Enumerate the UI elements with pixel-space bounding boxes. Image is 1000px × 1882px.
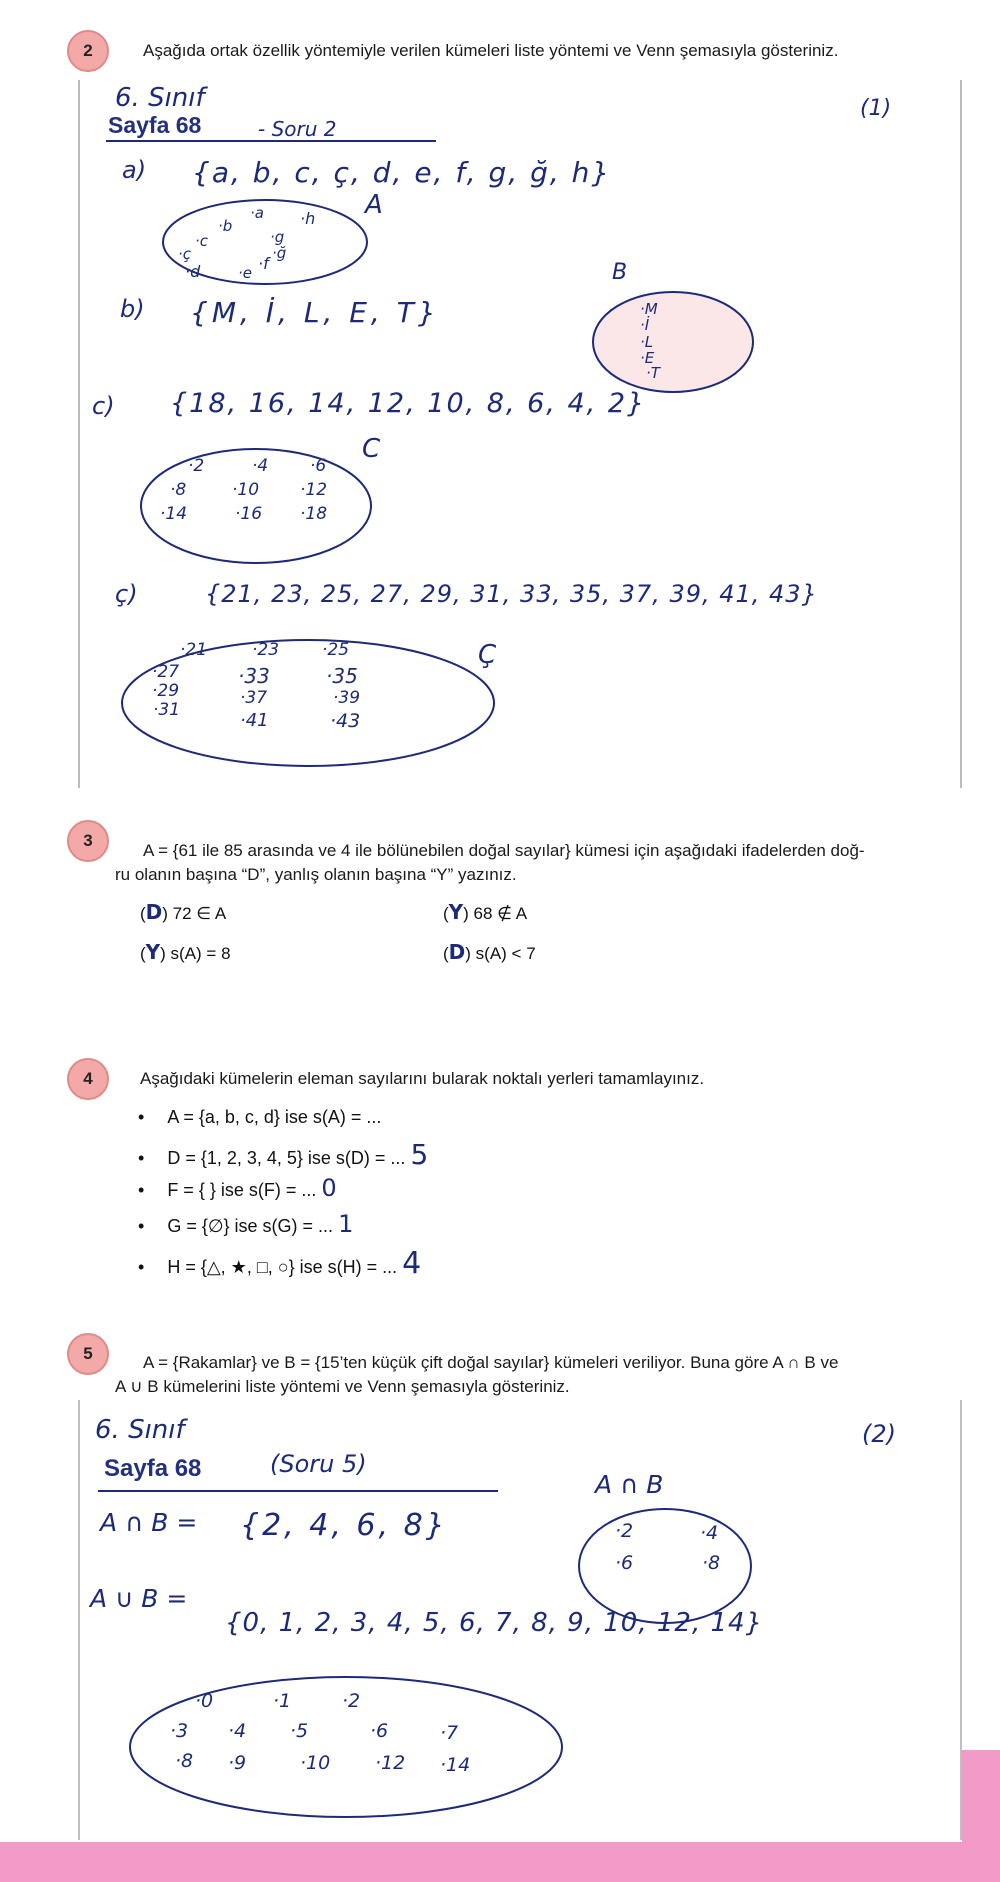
venn-a-elem: ·c — [195, 232, 209, 250]
hw-intersection-label: A ∩ B = — [100, 1508, 198, 1537]
q3-item-1: (D) 72 ∈ A — [140, 900, 227, 924]
venn-g-elem: ·23 — [252, 640, 280, 660]
venn-a-elem: ·a — [250, 204, 264, 222]
venn-union-elem: ·2 — [342, 1690, 361, 1712]
question-3-line-2: ru olanın başına “D”, yanlış olanın başına “Y” yazınız. — [115, 865, 517, 884]
venn-c-elem: ·12 — [300, 480, 328, 500]
question-2-text: Aşağıda ortak özellik yöntemiyle verilen kümeleri liste yöntemi ve Venn şemasıyla gösteriniz. — [143, 41, 839, 60]
q3-statement: s(A) < 7 — [475, 944, 536, 963]
venn-b-elem: ·L — [640, 333, 654, 351]
hw-page-number-2: (2) — [862, 1420, 896, 1448]
venn-a-elem: ·f — [258, 254, 269, 273]
hw-grade-1: 6. Sınıf — [115, 83, 205, 113]
question-5-line-2: A ∪ B kümelerini liste yöntemi ve Venn şemasıyla gösteriniz. — [115, 1377, 570, 1396]
hw-union-set: {0, 1, 2, 3, 4, 5, 6, 7, 8, 9, 10, 12, 14} — [225, 1608, 764, 1638]
hw-union-label: A ∪ B = — [90, 1584, 188, 1613]
hw-grade-2: 6. Sınıf — [95, 1415, 185, 1445]
hw-set-b: {M, İ, L, E, T} — [190, 296, 440, 329]
venn-b-elem: ·T — [646, 364, 660, 382]
venn-g-elem: ·43 — [330, 710, 361, 732]
venn-intersection-elem: ·8 — [702, 1552, 721, 1574]
venn-a-elem: ·h — [300, 209, 316, 228]
q4-item-4: • G = {∅} ise s(G) = ... 1 — [138, 1210, 354, 1238]
venn-union-elem: ·12 — [375, 1752, 406, 1774]
q4-answer: 5 — [410, 1138, 429, 1171]
hw-intersection-set: {2, 4, 6, 8} — [240, 1508, 448, 1543]
q3-statement: s(A) = 8 — [170, 944, 231, 963]
venn-a-elem: ·ç — [178, 245, 192, 263]
venn-a-elem: ·b — [218, 217, 233, 235]
hw-set-c: {18, 16, 14, 12, 10, 8, 6, 4, 2} — [170, 388, 647, 419]
venn-c-elem: ·8 — [170, 480, 187, 500]
venn-g-elem: ·37 — [240, 688, 268, 708]
q4-item-2: • D = {1, 2, 3, 4, 5} ise s(D) = ... 5 — [138, 1138, 429, 1171]
venn-union-elem: ·1 — [273, 1690, 292, 1712]
q3-item-3: (Y) s(A) = 8 — [140, 940, 231, 964]
venn-union-elem: ·8 — [175, 1750, 194, 1772]
venn-union-elem: ·14 — [440, 1754, 471, 1776]
hw-question-1: - Soru 2 — [258, 117, 337, 141]
venn-intersection-elem: ·2 — [615, 1520, 634, 1542]
q4-answer: 1 — [338, 1210, 354, 1238]
venn-c-elem: ·2 — [188, 456, 205, 476]
venn-b-elem: ·İ — [640, 316, 650, 334]
hw-part-b-label: b) — [120, 295, 145, 323]
q4-item-1: • A = {a, b, c, d} ise s(A) = ... — [138, 1107, 382, 1127]
q3-answer: D — [145, 900, 163, 924]
q3-statement: 72 ∈ A — [172, 904, 227, 923]
q3-answer: Y — [448, 900, 464, 924]
venn-c-elem: ·4 — [252, 456, 269, 476]
venn-a-elem: ·g — [270, 228, 285, 246]
question-3-line-1: A = {61 ile 85 arasında ve 4 ile bölünebilen doğal sayılar} kümesi için aşağıdaki ifadelerden doğ- — [143, 841, 865, 860]
question-5-line-1: A = {Rakamlar} ve B = {15’ten küçük çift doğal sayılar} kümeleri veriliyor. Buna göre A ∩ B ve — [143, 1353, 839, 1372]
venn-g-elem: ·25 — [322, 640, 350, 660]
q3-item-4: (D) s(A) < 7 — [443, 940, 536, 964]
venn-a-elem: ·ğ — [272, 244, 287, 262]
venn-c-elem: ·6 — [310, 456, 327, 476]
q3-answer: Y — [145, 940, 161, 964]
venn-union-elem: ·3 — [170, 1720, 189, 1742]
venn-intersection-name: A ∩ B — [595, 1470, 664, 1499]
hw-page-number-1: (1) — [860, 96, 892, 121]
venn-g-elem: ·31 — [153, 700, 181, 720]
page-bottom-band — [0, 1842, 1000, 1882]
venn-c-elem: ·10 — [232, 480, 260, 500]
hw-part-g-label: ç) — [115, 580, 138, 608]
q4-answer: 4 — [402, 1246, 422, 1281]
venn-g-elem: ·35 — [326, 664, 358, 688]
venn-c-elem: ·14 — [160, 504, 188, 524]
venn-diagram-b — [590, 290, 756, 394]
venn-g-name: Ç — [478, 640, 497, 670]
question-number-4: 4 — [67, 1058, 109, 1100]
venn-intersection-elem: ·6 — [615, 1552, 634, 1574]
venn-g-elem: ·39 — [333, 688, 361, 708]
venn-union-elem: ·0 — [195, 1690, 214, 1712]
venn-a-elem: ·e — [238, 264, 252, 282]
hw-underline-2 — [98, 1490, 498, 1492]
page-right-band — [962, 1750, 1000, 1882]
venn-union-elem: ·10 — [300, 1752, 331, 1774]
hw-set-g: {21, 23, 25, 27, 29, 31, 33, 35, 37, 39, 41, 43} — [205, 580, 818, 608]
hw-question-2: (Soru 5) — [270, 1450, 367, 1478]
question-number-3: 3 — [67, 820, 109, 862]
venn-intersection-elem: ·4 — [700, 1522, 719, 1544]
venn-b-elem: ·M — [640, 300, 658, 318]
venn-c-elem: ·18 — [300, 504, 328, 524]
venn-g-elem: ·21 — [180, 640, 208, 660]
venn-c-name: C — [362, 434, 381, 464]
hw-part-a-label: a) — [122, 156, 147, 184]
hw-set-a: {a, b, c, ç, d, e, f, g, ğ, h} — [192, 156, 612, 189]
venn-g-elem: ·41 — [240, 710, 269, 731]
hw-underline-1 — [106, 140, 436, 142]
q3-statement: 68 ∉ A — [473, 904, 528, 923]
hw-part-c-label: c) — [92, 392, 115, 420]
q4-statement: H = {△, ★, □, ○} ise s(H) = ... — [167, 1257, 398, 1277]
q4-statement: G = {∅} ise s(G) = ... — [167, 1216, 334, 1236]
hw-page-2: Sayfa 68 — [104, 1455, 202, 1482]
venn-g-elem: ·27 — [152, 662, 180, 682]
venn-c-elem: ·16 — [235, 504, 263, 524]
question-4-text: Aşağıdaki kümelerin eleman sayılarını bularak noktalı yerleri tamamlayınız. — [140, 1069, 705, 1088]
venn-b-elem: ·E — [640, 349, 655, 367]
question-number-2: 2 — [67, 30, 109, 72]
hw-page-1: Sayfa 68 — [108, 112, 202, 138]
venn-b-name: B — [612, 260, 628, 285]
q3-item-2: (Y) 68 ∉ A — [443, 900, 528, 924]
venn-union-elem: ·5 — [290, 1720, 309, 1742]
venn-g-elem: ·33 — [238, 664, 270, 688]
venn-a-name: A — [365, 190, 383, 220]
q4-item-5: • H = {△, ★, □, ○} ise s(H) = ... 4 — [138, 1246, 422, 1281]
q3-answer: D — [448, 940, 466, 964]
venn-union-elem: ·9 — [228, 1752, 247, 1774]
venn-a-elem: ·d — [185, 262, 201, 281]
q4-statement: F = { } ise s(F) = ... — [167, 1180, 317, 1200]
venn-union-elem: ·7 — [440, 1722, 459, 1744]
q4-answer: 0 — [321, 1174, 337, 1202]
q4-item-3: • F = { } ise s(F) = ... 0 — [138, 1174, 337, 1202]
q4-statement: D = {1, 2, 3, 4, 5} ise s(D) = ... — [167, 1148, 406, 1168]
venn-g-elem: ·29 — [152, 681, 180, 701]
q4-statement: A = {a, b, c, d} ise s(A) = ... — [167, 1107, 382, 1127]
venn-union-elem: ·6 — [370, 1720, 389, 1742]
venn-union-elem: ·4 — [228, 1720, 247, 1742]
question-number-5: 5 — [67, 1333, 109, 1375]
